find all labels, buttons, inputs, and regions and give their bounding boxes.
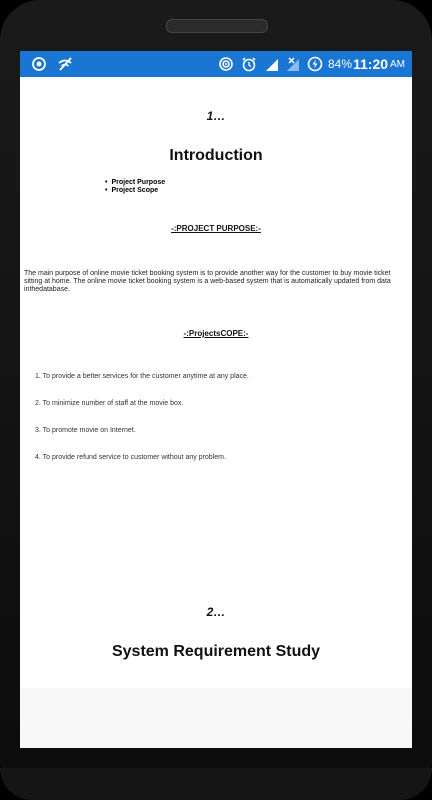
section-number-1: 1… bbox=[206, 109, 226, 123]
battery-saver-icon bbox=[307, 56, 323, 72]
wifi-off-icon bbox=[57, 56, 73, 72]
status-bar bbox=[20, 51, 412, 77]
signal-icon bbox=[264, 56, 280, 72]
section-title-introduction: Introduction bbox=[169, 147, 263, 164]
toc-list bbox=[105, 179, 165, 195]
section-title-system-requirement-study: System Requirement Study bbox=[111, 643, 321, 660]
document-page[interactable] bbox=[20, 77, 412, 688]
objective-item: 1. To provide a better services for the customer anytime at any place. bbox=[35, 373, 249, 380]
phone-bottom-bezel bbox=[0, 768, 432, 800]
hotspot-icon bbox=[218, 56, 234, 72]
screen bbox=[20, 51, 412, 748]
clock-ampm: AM bbox=[390, 59, 405, 70]
toc-item-project-scope: • Project Scope bbox=[105, 187, 165, 195]
record-icon bbox=[31, 56, 47, 72]
heading-project-purpose: -:PROJECT PURPOSE:- bbox=[171, 224, 261, 233]
section-number-2: 2… bbox=[206, 605, 226, 619]
page-gap bbox=[20, 688, 412, 748]
alarm-icon bbox=[241, 56, 257, 72]
objective-item: 3. To promote movie on Internet. bbox=[35, 427, 136, 434]
objective-item: 2. To minimize number of staff at the movie box. bbox=[35, 400, 184, 407]
battery-percent: 84% bbox=[328, 57, 353, 71]
objective-item: 4. To provide refund service to customer without any problem. bbox=[35, 454, 226, 461]
heading-project-scope: -:ProjectsCOPE:- bbox=[183, 329, 249, 338]
toc-item-project-purpose: • Project Purpose bbox=[105, 179, 165, 187]
clock-time: 11:20 bbox=[353, 56, 389, 72]
purpose-paragraph: The main purpose of online movie ticket booking system is to provide another way for the customer to buy movie ticket sitting at home. The online movie ticket booking system is a web-based system that is automatically updated from data inthedatabase. bbox=[24, 270, 391, 293]
signal-no-service-icon bbox=[285, 56, 301, 72]
speaker-grille bbox=[166, 19, 268, 33]
